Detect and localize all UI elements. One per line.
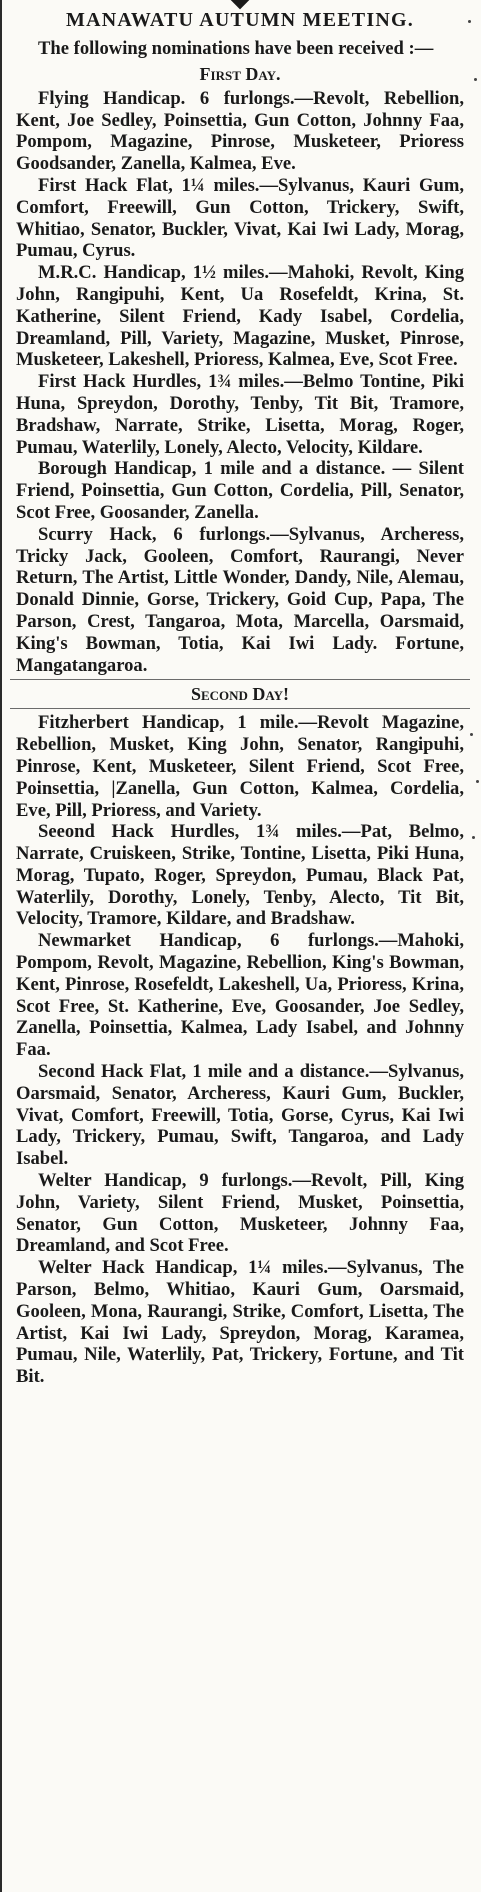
article-headline: MANAWATU AUTUMN MEETING.: [66, 9, 414, 31]
section-divider: [10, 679, 470, 680]
second-day-heading: Second Day!: [190, 684, 290, 705]
print-speck: [476, 780, 479, 783]
race-entry: Welter Hack Handicap, 1¼ miles.—Sylvanus, The Parson, Belmo, Whitiao, Kauri Gum, Oarsmaid, Gooleen, Mona, Raurangi, Strike, Comfort, Lisetta, The Artist, Kai Iwi Lady, Spreydon, Morag, Karamea, Pumau, Nile, Waterlily, Pat, Trickery, Fortune, and Tit Bit.: [16, 1257, 464, 1388]
race-entry: Flying Handicap. 6 furlongs.—Revolt, Rebellion, Kent, Joe Sedley, Poinsettia, Gun Cotton, Johnny Faa, Pompom, Magazine, Pinrose, Musketeer, Prioress Goodsander, Zanella, Kalmea, Eve.: [16, 87, 464, 175]
race-entry: Scurry Hack, 6 furlongs.—Sylvanus, Archeress, Tricky Jack, Gooleen, Comfort, Raurangi, Never Return, The Artist, Little Wonder, Dandy, Nile, Alemau, Donald Dinnie, Gorse, Trickery, Goid Cup, Papa, The Parson, Crest, Tangaroa, Mota, Marcella, Oarsmaid, King's Bowman, Totia, Kai Iwi Lady. Fortune, Mangatangaroa.: [16, 523, 464, 676]
race-entry: First Hack Flat, 1¼ miles.—Sylvanus, Kauri Gum, Comfort, Freewill, Gun Cotton, Trickery, Swift, Whitiao, Senator, Buckler, Vivat, Kai Iwi Lady, Morag, Pumau, Cyrus.: [16, 174, 464, 262]
race-entry: Fitzherbert Handicap, 1 mile.—Revolt Magazine, Rebellion, Musket, King John, Senator, Rangipuhi, Pinrose, Kent, Musketeer, Silent Friend, Scot Free, Poinsettia, |Zanella, Gun Cotton, Kalmea, Cordelia, Eve, Pill, Prioress, and Variety.: [16, 712, 464, 821]
race-entry: M.R.C. Handicap, 1½ miles.—Mahoki, Revolt, King John, Rangipuhi, Kent, Ua Rosefeldt, Krina, St. Katherine, Silent Friend, Kady Isabel, Cordelia, Dreamland, Pill, Variety, Magazine, Musket, Pinrose, Musketeer, Lakeshell, Prioress, Kalmea, Eve, Scot Free.: [16, 262, 464, 371]
race-entry: Welter Handicap, 9 furlongs.—Revolt, Pill, King John, Variety, Silent Friend, Musket, Poinsettia, Senator, Gun Cotton, Musketeer, Johnny Faa, Dreamland, and Scot Free.: [16, 1170, 464, 1257]
print-speck: [474, 78, 477, 81]
print-speck: [468, 20, 471, 23]
section-divider: [10, 708, 470, 709]
race-entry: Newmarket Handicap, 6 furlongs.—Mahoki, Pompom, Revolt, Magazine, Rebellion, King's Bowman, Kent, Pinrose, Rosefeldt, Lakeshell, Ua, Prioress, Krina, Scot Free, St. Katherine, Eve, Goosander, Joe Sedley, Zanella, Poinsettia, Kalmea, Lady Isabel, and Johnny Faa.: [16, 930, 464, 1061]
print-speck: [472, 836, 475, 839]
race-entry: First Hack Hurdles, 1¾ miles.—Belmo Tontine, Piki Huna, Spreydon, Dorothy, Tenby, Tit Bit, Tramore, Bradshaw, Narrate, Strike, Lisetta, Morag, Roger, Pumau, Waterlily, Lonely, Alecto, Velocity, Kildare.: [16, 371, 464, 458]
race-entry: Seeond Hack Hurdles, 1¾ miles.—Pat, Belmo, Narrate, Cruiskeen, Strike, Tontine, Lisetta, Piki Huna, Morag, Tupato, Roger, Spreydon, Pumau, Black Pat, Waterlily, Dorothy, Lonely, Tenby, Alecto, Tit Bit, Velocity, Tramore, Kildare, and Bradshaw.: [16, 821, 464, 930]
first-day-heading: First Day.: [199, 63, 281, 84]
article-intro: The following nominations have been received :—: [38, 38, 434, 59]
race-entry: Borough Handicap, 1 mile and a distance. — Silent Friend, Poinsettia, Gun Cotton, Cordelia, Pill, Senator, Scot Free, Goosander, Zanella.: [16, 458, 464, 523]
article-column: [16, 0, 464, 1388]
race-entry: Second Hack Flat, 1 mile and a distance.—Sylvanus, Oarsmaid, Senator, Archeress, Kauri Gum, Buckler, Vivat, Comfort, Freewill, Totia, Gorse, Cyrus, Kai Iwi Lady, Trickery, Pumau, Swift, Tangaroa, and Lady Isabel.: [16, 1061, 464, 1170]
print-speck: [470, 733, 473, 736]
